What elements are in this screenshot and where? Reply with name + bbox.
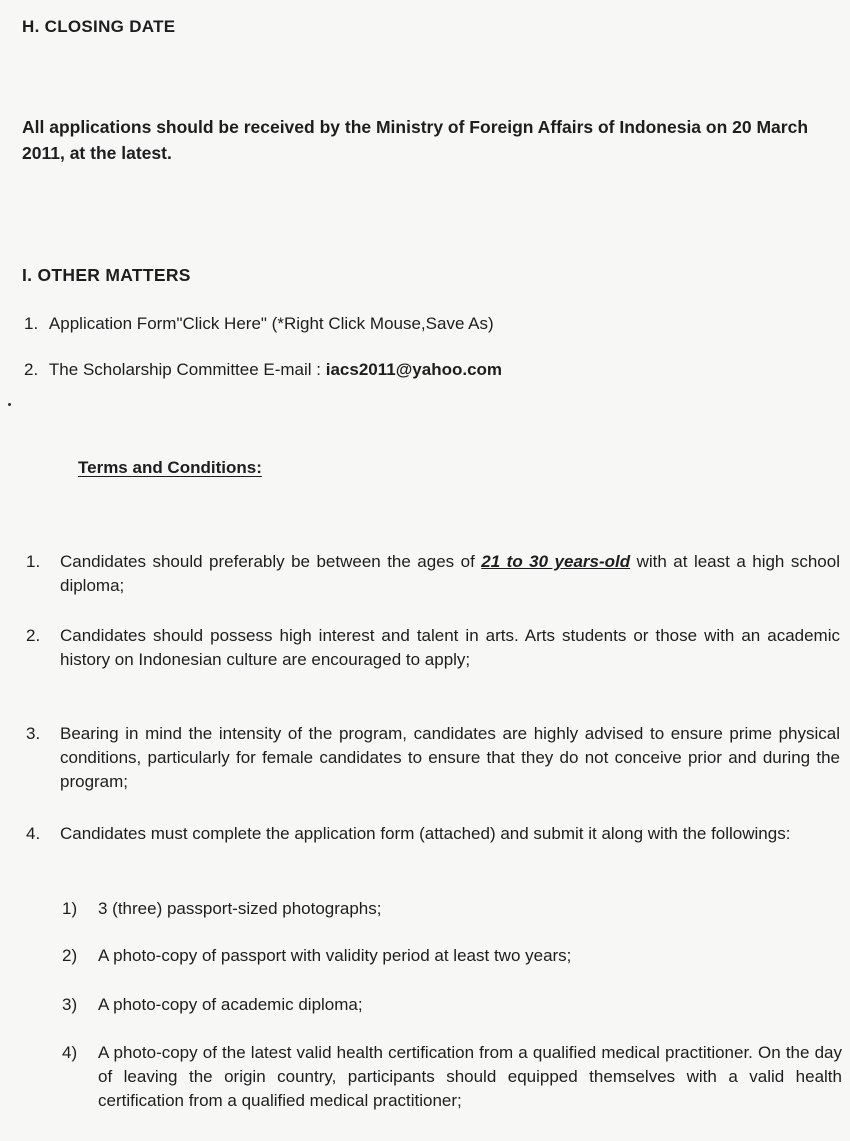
terms-title: Terms and Conditions:: [78, 458, 262, 477]
application-form-item: [24, 314, 494, 334]
closing-date-text: All applications should be received by the Ministry of Foreign Affairs of Indonesia on 20 March 2011, at the latest.: [22, 117, 809, 163]
term-text-part: with at least a high school diploma;: [60, 552, 840, 595]
stray-mark: [8, 403, 11, 406]
term-text: Candidates should possess high interest and talent in arts. Arts students or those with an academic history on Indonesian culture are encouraged to apply;: [60, 626, 840, 669]
subitem-number: 2): [62, 946, 78, 965]
subitem-text: A photo-copy of academic diploma;: [98, 995, 363, 1014]
committee-email-link[interactable]: iacs2011@yahoo.com: [325, 360, 503, 379]
committee-email-label: The Scholarship Committee E-mail :: [48, 360, 326, 379]
committee-email-item: [24, 360, 502, 380]
term-number: 3.: [26, 724, 41, 743]
subitem-text: A photo-copy of passport with validity period at least two years;: [98, 946, 572, 965]
subitem-number: 4): [62, 1043, 78, 1062]
age-range-emphasis: 21 to 30 years-old: [481, 552, 631, 571]
subitem-text: A photo-copy of the latest valid health certification from a qualified medical practitioner. On the day of leaving the origin country, participants should equipped themselves with a valid health certification from a qualified medical practitioner;: [98, 1043, 842, 1110]
subitem-number: 3): [62, 995, 78, 1014]
term-text: [60, 550, 840, 598]
term-number: 2.: [26, 626, 41, 645]
term-text-part: Candidates should preferably be between the ages of: [60, 552, 482, 571]
term-item-3: [26, 722, 840, 794]
requirement-subitem-2: [62, 944, 842, 968]
subitem-number: 1): [62, 899, 78, 918]
term-number: 1.: [26, 552, 41, 571]
committee-email-number: 2.: [24, 360, 39, 379]
term-number: 4.: [26, 824, 41, 843]
closing-date-heading: H. CLOSING DATE: [22, 17, 176, 36]
application-form-link[interactable]: Application Form"Click Here" (*Right Click Mouse,Save As): [48, 314, 494, 333]
requirement-subitem-4: [62, 1041, 842, 1113]
term-item-2: [26, 624, 840, 672]
term-text: Bearing in mind the intensity of the program, candidates are highly advised to ensure prime physical conditions, particularly for female candidates to ensure that they do not conceive prior and during the program;: [60, 724, 840, 791]
term-item-4: [26, 822, 840, 846]
subitem-text: 3 (three) passport-sized photographs;: [98, 899, 382, 918]
term-text: Candidates must complete the application form (attached) and submit it along with the followings:: [60, 824, 791, 843]
other-matters-heading: I. OTHER MATTERS: [22, 265, 191, 285]
application-form-number: 1.: [24, 314, 39, 333]
requirement-subitem-3: [62, 993, 842, 1017]
term-item-1: [26, 550, 840, 598]
requirement-subitem-1: [62, 897, 842, 921]
